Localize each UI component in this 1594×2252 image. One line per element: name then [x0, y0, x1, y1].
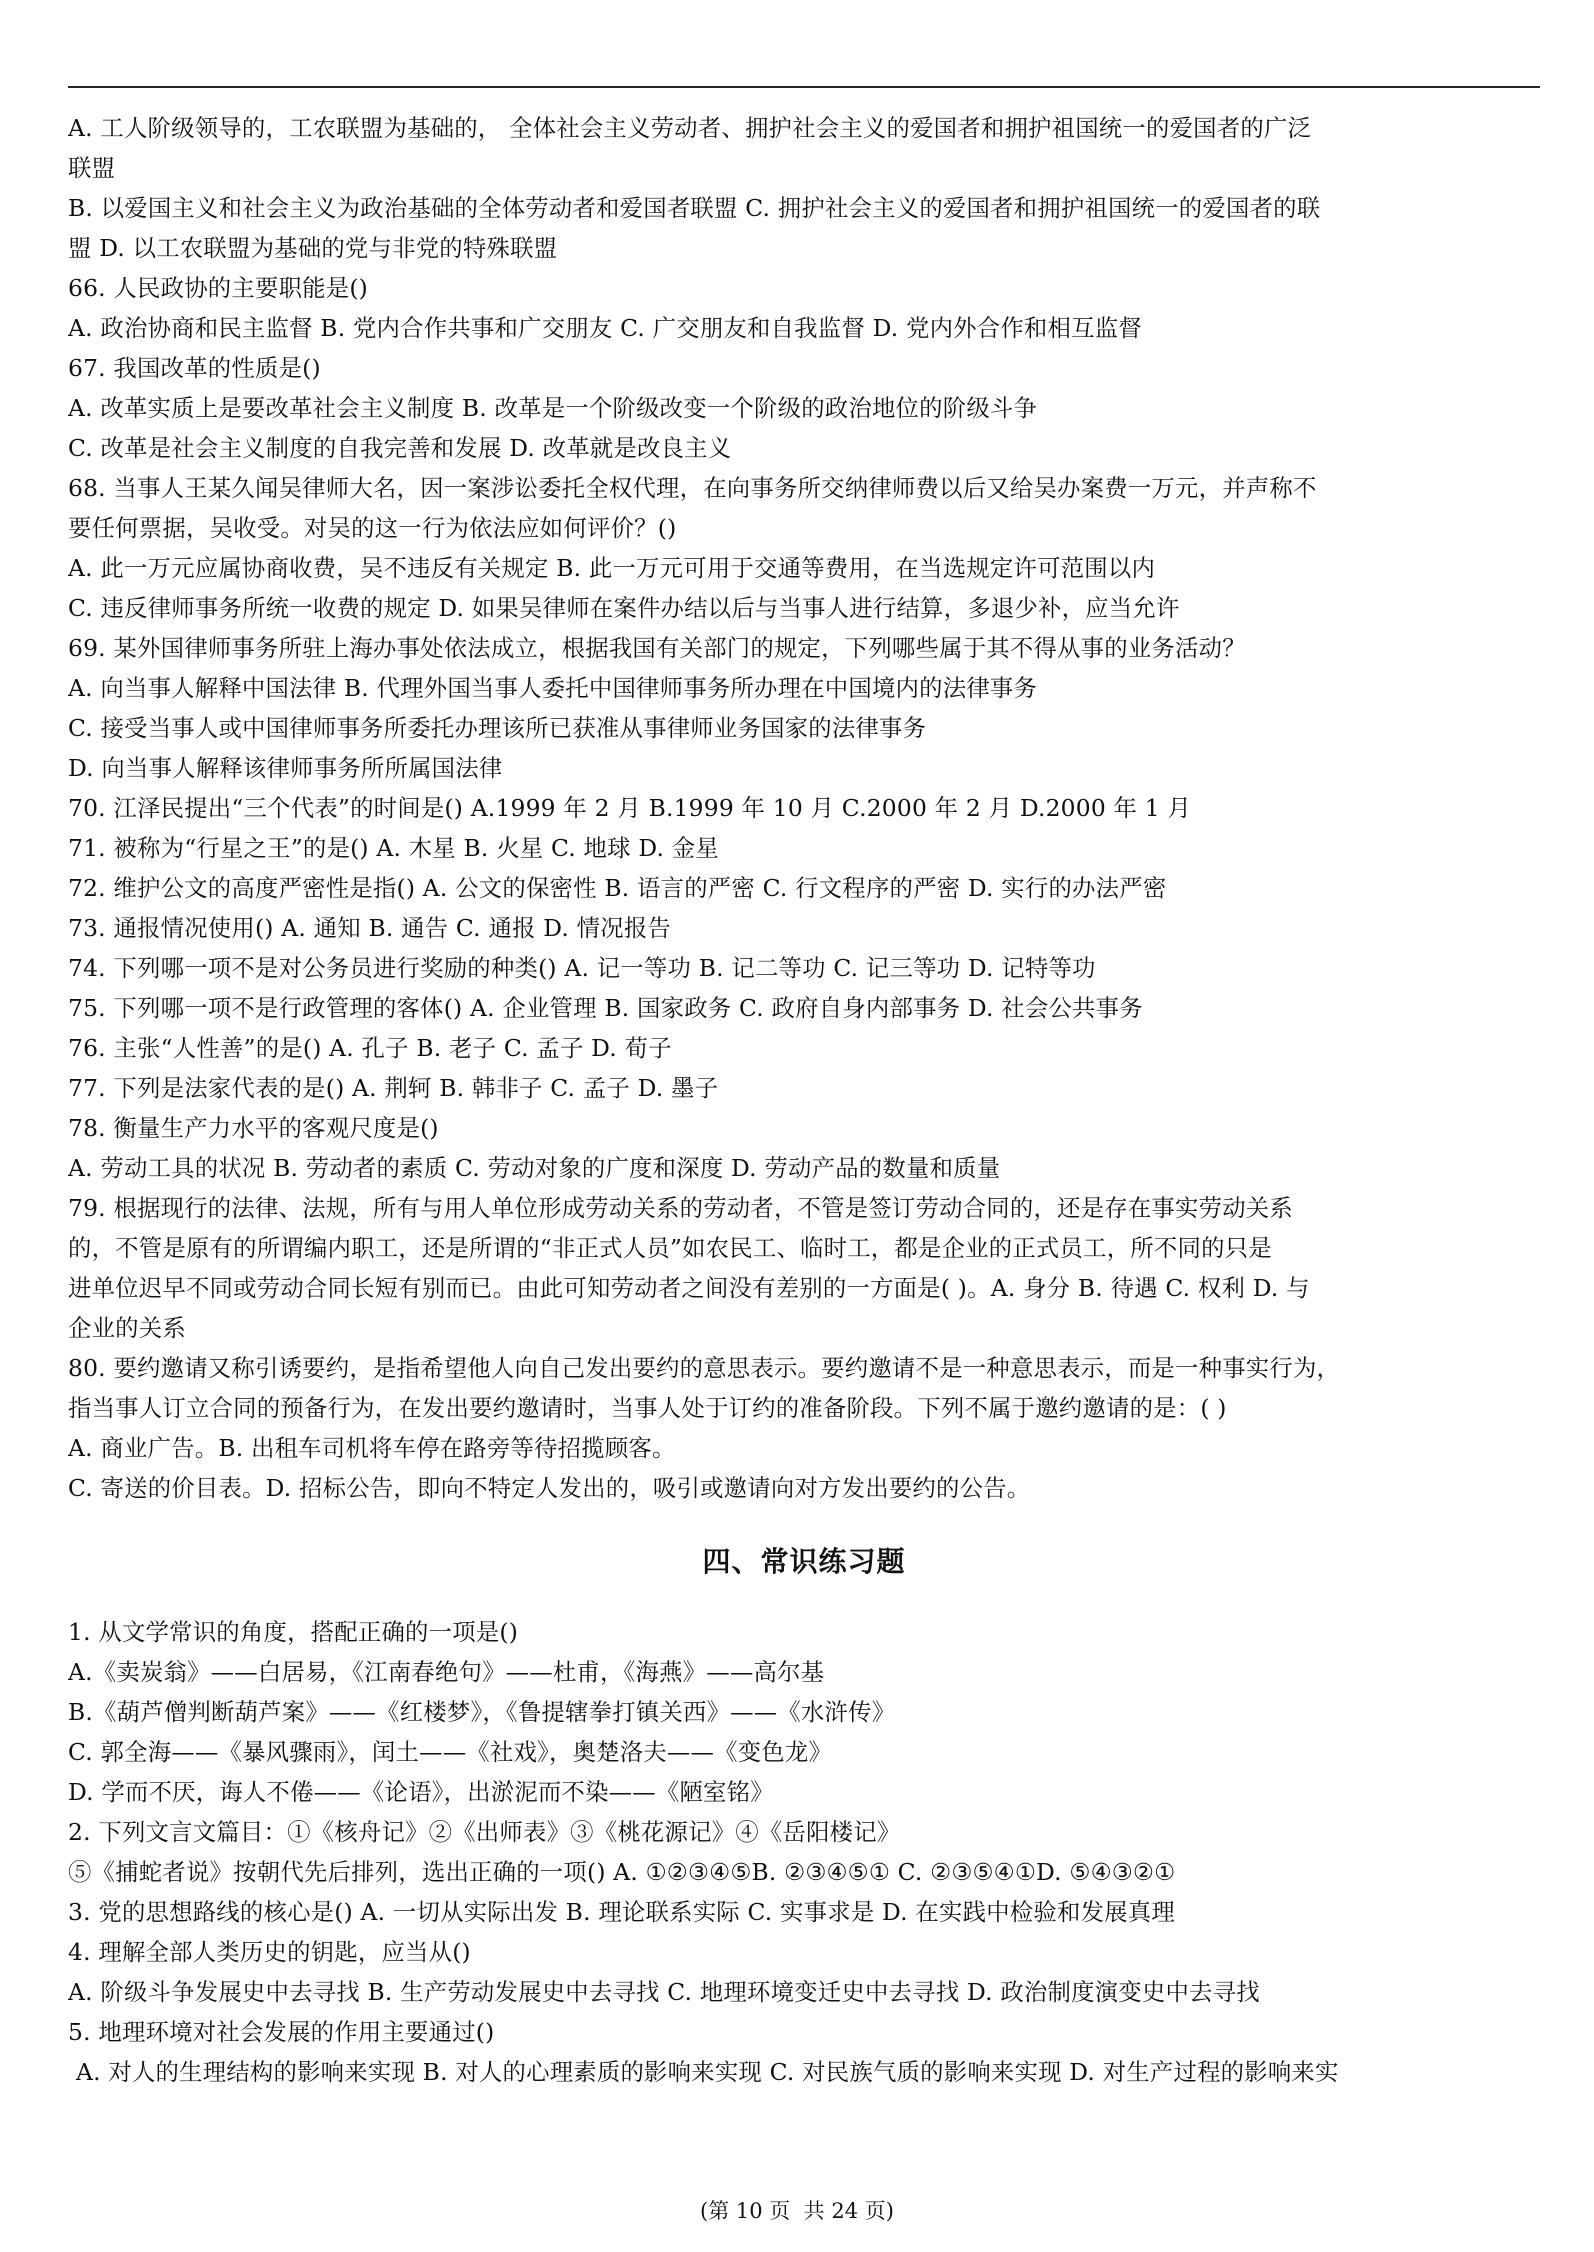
- text-line: 联盟: [68, 154, 116, 182]
- text-line: 进单位迟早不同或劳动合同长短有别而已。由此可知劳动者之间没有差别的一方面是( )。A. 身分 B. 待遇 C. 权利 D. 与: [68, 1274, 1310, 1302]
- text-line: 71. 被称为“行星之王”的是() A. 木星 B. 火星 C. 地球 D. 金星: [68, 834, 719, 862]
- header-rule: [68, 86, 1540, 88]
- page-content: [68, 108, 1540, 2092]
- text-line: A.《卖炭翁》——白居易，《江南春绝句》——杜甫，《海燕》——高尔基: [68, 1658, 825, 1686]
- text-line: ⑤《捕蛇者说》按朝代先后排列，选出正确的一项() A. ①②③④⑤B. ②③④⑤① C. ②③⑤④①D. ⑤④③②①: [68, 1858, 1176, 1886]
- text-line: A. 工人阶级领导的，工农联盟为基础的， 全体社会主义劳动者、拥护社会主义的爱国者和拥护祖国统一的爱国者的广泛: [68, 114, 1312, 142]
- text-line: 68. 当事人王某久闻吴律师大名，因一案涉讼委托全权代理，在向事务所交纳律师费以后又给吴办案费一万元，并声称不: [68, 474, 1317, 502]
- text-line: 1. 从文学常识的角度，搭配正确的一项是(): [68, 1618, 519, 1646]
- text-line: 74. 下列哪一项不是对公务员进行奖励的种类() A. 记一等功 B. 记二等功 C. 记三等功 D. 记特等功: [68, 954, 1096, 982]
- text-line: 77. 下列是法家代表的是() A. 荆轲 B. 韩非子 C. 孟子 D. 墨子: [68, 1074, 719, 1102]
- text-line: D. 向当事人解释该律师事务所所属国法律: [68, 754, 503, 782]
- text-line: 66. 人民政协的主要职能是(): [68, 274, 368, 302]
- text-line: 4. 理解全部人类历史的钥匙，应当从(): [68, 1938, 471, 1966]
- text-line: B.《葫芦僧判断葫芦案》——《红楼梦》，《鲁提辖拳打镇关西》——《水浒传》: [68, 1698, 896, 1726]
- text-line: A. 此一万元应属协商收费，吴不违反有关规定 B. 此一万元可用于交通等费用，在当选规定许可范围以内: [68, 554, 1156, 582]
- questions-part-2: [68, 1612, 1540, 2092]
- text-line: A. 劳动工具的状况 B. 劳动者的素质 C. 劳动对象的广度和深度 D. 劳动产品的数量和质量: [68, 1154, 1001, 1182]
- text-line: 80. 要约邀请又称引诱要约，是指希望他人向自己发出要约的意思表示。要约邀请不是一种意思表示，而是一种事实行为，: [68, 1354, 1341, 1382]
- text-line: 73. 通报情况使用() A. 通知 B. 通告 C. 通报 D. 情况报告: [68, 914, 672, 942]
- text-line: A. 向当事人解释中国法律 B. 代理外国当事人委托中国律师事务所办理在中国境内的法律事务: [68, 674, 1038, 702]
- questions-part-1: [68, 108, 1540, 1508]
- text-line: 2. 下列文言文篇目：①《核舟记》②《出师表》③《桃花源记》④《岳阳楼记》: [68, 1818, 901, 1846]
- text-line: B. 以爱国主义和社会主义为政治基础的全体劳动者和爱国者联盟 C. 拥护社会主义的爱国者和拥护祖国统一的爱国者的联: [68, 194, 1321, 222]
- text-line: A. 阶级斗争发展史中去寻找 B. 生产劳动发展史中去寻找 C. 地理环境变迁史中去寻找 D. 政治制度演变史中去寻找: [68, 1978, 1260, 2006]
- text-line: 企业的关系: [68, 1314, 186, 1342]
- text-line: A. 政治协商和民主监督 B. 党内合作共事和广交朋友 C. 广交朋友和自我监督 D. 党内外合作和相互监督: [68, 314, 1142, 342]
- text-line: 70. 江泽民提出“三个代表”的时间是() A.1999 年 2 月 B.1999 年 10 月 C.2000 年 2 月 D.2000 年 1 月: [68, 794, 1192, 822]
- text-line: 72. 维护公文的高度严密性是指() A. 公文的保密性 B. 语言的严密 C. 行文程序的严密 D. 实行的办法严密: [68, 874, 1167, 902]
- text-line: A. 商业广告。B. 出租车司机将车停在路旁等待招揽顾客。: [68, 1434, 676, 1462]
- text-line: 盟 D. 以工农联盟为基础的党与非党的特殊联盟: [68, 234, 558, 262]
- text-line: A. 对人的生理结构的影响来实现 B. 对人的心理素质的影响来实现 C. 对民族气质的影响来实现 D. 对生产过程的影响来实: [76, 2058, 1339, 2086]
- text-line: D. 学而不厌，诲人不倦——《论语》，出淤泥而不染——《陋室铭》: [68, 1778, 774, 1806]
- section-title: 四、常识练习题: [702, 1545, 906, 1578]
- text-line: 指当事人订立合同的预备行为，在发出要约邀请时，当事人处于订约的准备阶段。下列不属于邀约邀请的是：( ): [68, 1394, 1227, 1422]
- text-line: 3. 党的思想路线的核心是() A. 一切从实际出发 B. 理论联系实际 C. 实事求是 D. 在实践中检验和发展真理: [68, 1898, 1175, 1926]
- text-line: 76. 主张“人性善”的是() A. 孔子 B. 老子 C. 孟子 D. 荀子: [68, 1034, 672, 1062]
- text-line: 75. 下列哪一项不是行政管理的客体() A. 企业管理 B. 国家政务 C. 政府自身内部事务 D. 社会公共事务: [68, 994, 1143, 1022]
- text-line: 79. 根据现行的法律、法规，所有与用人单位形成劳动关系的劳动者，不管是签订劳动合同的，还是存在事实劳动关系: [68, 1194, 1293, 1222]
- text-line: 要任何票据，吴收受。对吴的这一行为依法应如何评价？(): [68, 514, 677, 542]
- text-line: A. 改革实质上是要改革社会主义制度 B. 改革是一个阶级改变一个阶级的政治地位的阶级斗争: [68, 394, 1038, 422]
- text-line: C. 接受当事人或中国律师事务所委托办理该所已获准从事律师业务国家的法律事务: [68, 714, 927, 742]
- text-line: 67. 我国改革的性质是(): [68, 354, 321, 382]
- text-line: C. 违反律师事务所统一收费的规定 D. 如果吴律师在案件办结以后与当事人进行结算，多退少补，应当允许: [68, 594, 1180, 622]
- page-footer: (第 10 页 共 24 页): [700, 2199, 894, 2223]
- text-line: C. 郭全海——《暴风骤雨》，闰土——《社戏》，奥楚洛夫——《变色龙》: [68, 1738, 833, 1766]
- text-line: 5. 地理环境对社会发展的作用主要通过(): [68, 2018, 495, 2046]
- text-line: 78. 衡量生产力水平的客观尺度是(): [68, 1114, 439, 1142]
- text-line: C. 改革是社会主义制度的自我完善和发展 D. 改革就是改良主义: [68, 434, 732, 462]
- text-line: 69. 某外国律师事务所驻上海办事处依法成立，根据我国有关部门的规定，下列哪些属于其不得从事的业务活动？: [68, 634, 1246, 662]
- text-line: C. 寄送的价目表。D. 招标公告，即向不特定人发出的，吸引或邀请向对方发出要约的公告。: [68, 1474, 1031, 1502]
- text-line: 的，不管是原有的所谓编内职工，还是所谓的“非正式人员”如农民工、临时工，都是企业的正式员工，所不同的只是: [68, 1234, 1272, 1262]
